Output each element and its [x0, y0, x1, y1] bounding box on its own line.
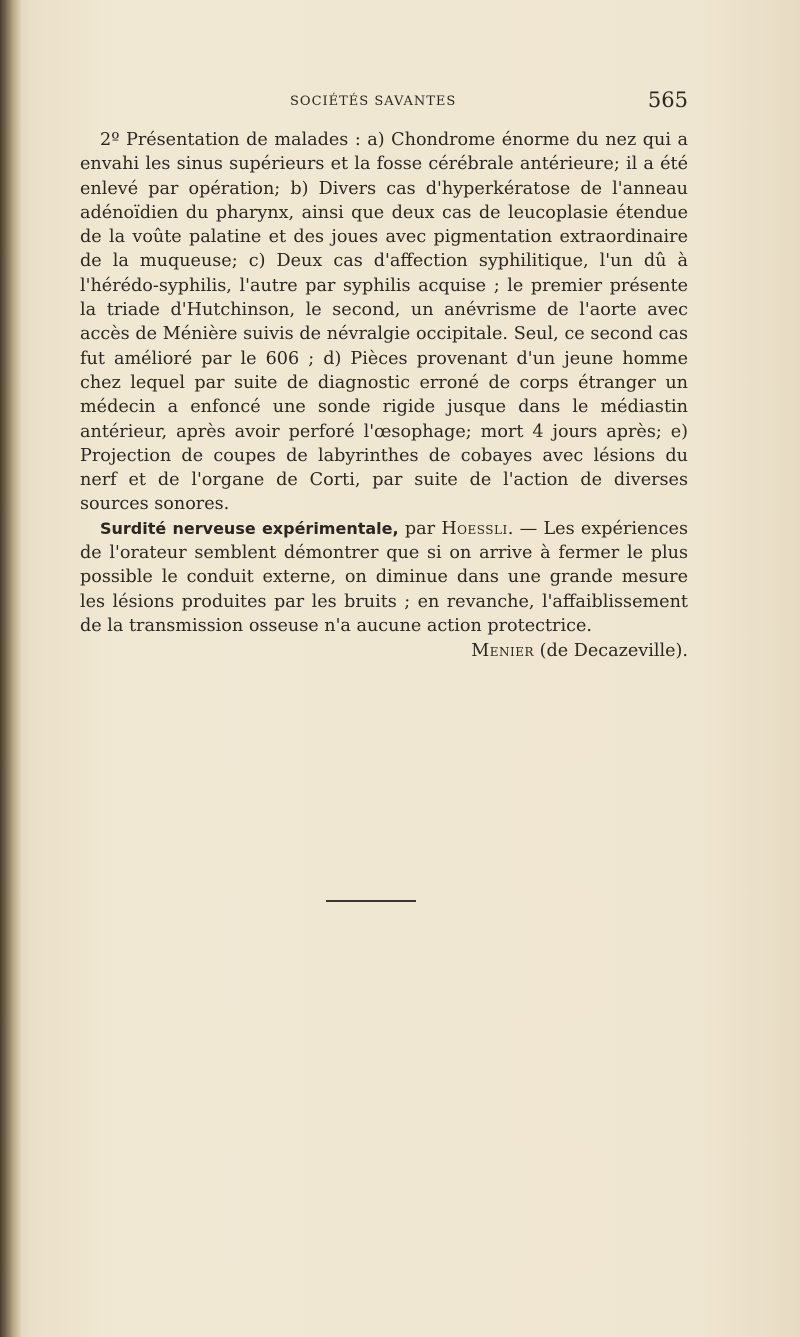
signature-name: Menier — [471, 641, 535, 662]
article-body: . — Les expériences de l'orateur semblent démontrer que si on arrive à fermer le plus possible le conduit externe, on diminue dans une grande mesure les lésions produites par les bruits ; en revanche, l'affaiblissement de la transmission osseuse n'a aucune action protectrice. — [80, 518, 689, 636]
page-binding-shadow — [0, 0, 22, 1337]
paragraph-presentation-de-malades: 2º Présentation de malades : a) Chondrome énorme du nez qui a envahi les sinus supérieurs et la fosse cérébrale antérieure; il a été enlevé par opération; b) Divers cas d'hyperkératose de l'anneau adénoïdien du pharynx, ainsi que deux cas de leucoplasie étendue de la voûte palatine et des joues avec pigmentation extraordinaire de la muqueuse; c) Deux cas d'affection syphilitique, l'un dû à l'hérédo-syphilis, l'autre par syphilis acquise ; le premier présente la triade d'Hutchinson, le second, un anévrisme de l'aorte avec accès de Ménière suivis de névralgie occipitale. Seul, ce second cas fut amélioré par le 606 ; d) Pièces provenant d'un jeune homme chez lequel par suite de diagnostic erroné de corps étranger un médecin a enfoncé une sonde rigide jusque dans le médiastin antérieur, après avoir perforé l'œsophage; mort 4 jours après; e) Projection de coupes de labyrinthes de cobayes avec lésions du nerf et de l'organe de Corti, par suite de l'action de diverses sources sonores. — [80, 130, 688, 515]
article-author: Hoessli — [441, 518, 508, 539]
signature-place: (de Decazeville). — [534, 641, 688, 662]
paragraph-surdite-nerveuse — [80, 517, 688, 638]
article-title: Surdité nerveuse expérimentale, — [100, 518, 399, 538]
signature — [80, 639, 688, 663]
body-text — [80, 128, 688, 664]
section-divider-rule — [326, 900, 416, 902]
page-header — [80, 88, 688, 114]
running-title: SOCIÉTÉS SAVANTES — [290, 94, 457, 109]
page-number: 565 — [647, 88, 688, 112]
article-by: par — [398, 518, 442, 539]
